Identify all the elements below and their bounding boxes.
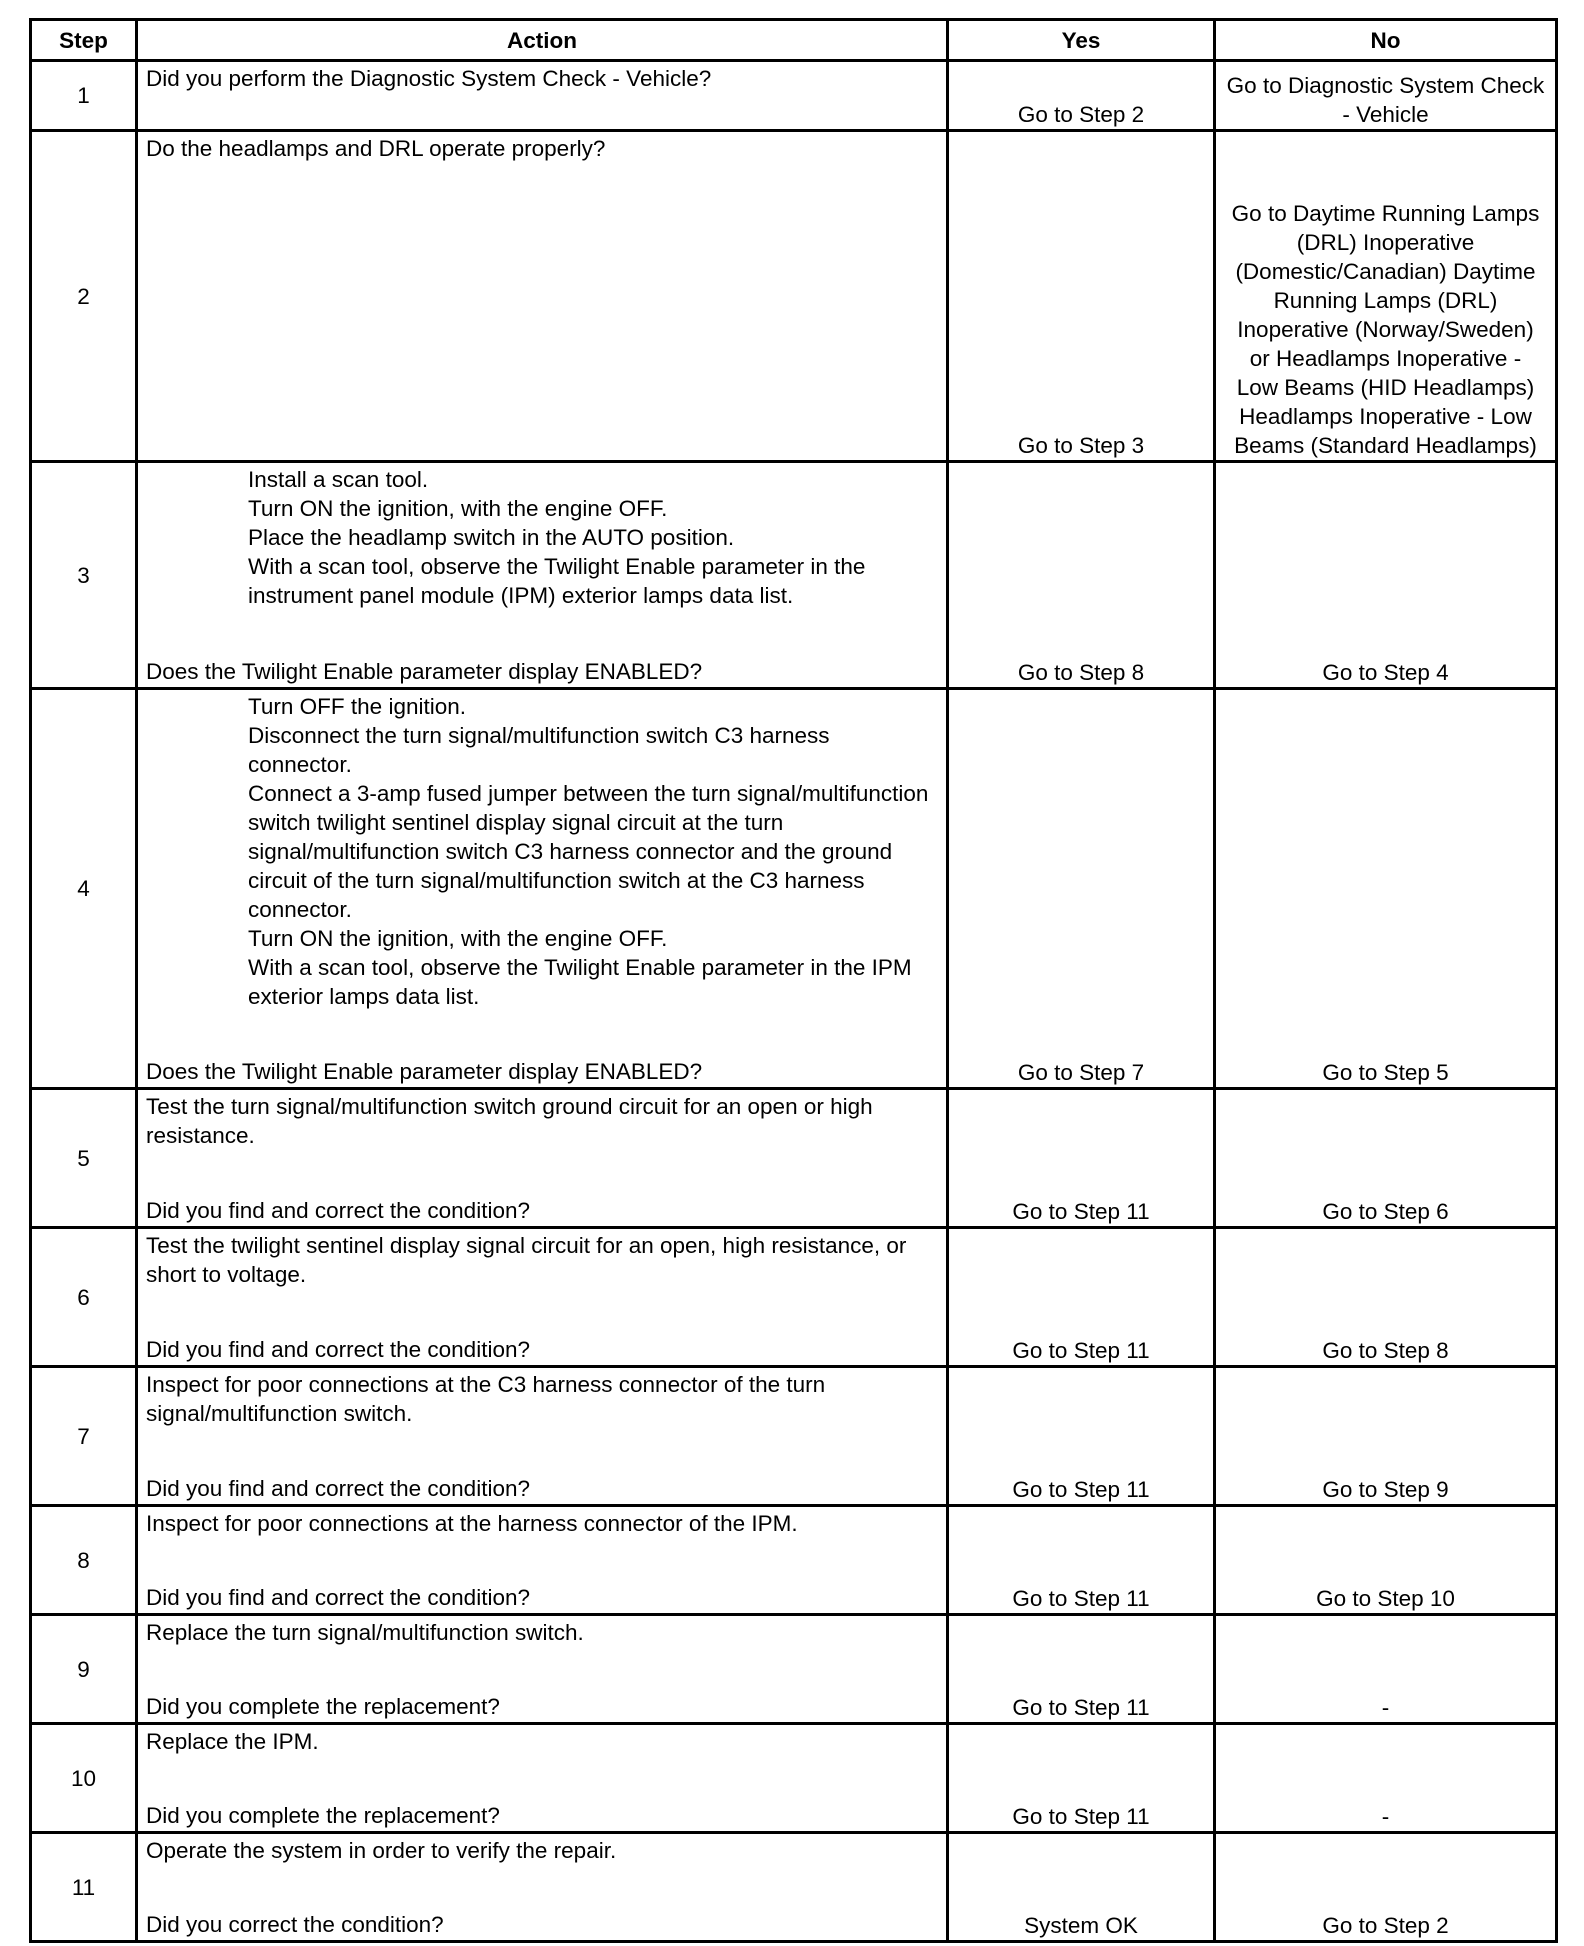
action-cell	[137, 131, 948, 462]
yes-result: Go to Step 11	[948, 1724, 1215, 1833]
action-cell	[137, 1833, 948, 1942]
action-substeps	[146, 465, 938, 610]
diagnostic-table	[29, 18, 1558, 1943]
action-instruction: Inspect for poor connections at the C3 harness connector of the turn signal/multifunction switch.	[146, 1372, 826, 1426]
action-question: Does the Twilight Enable parameter display ENABLED?	[146, 659, 703, 684]
yes-result: Go to Step 3	[948, 131, 1215, 462]
action-instruction: Replace the IPM.	[146, 1729, 319, 1754]
header-step: Step	[31, 20, 137, 61]
action-question: Did you correct the condition?	[146, 1912, 444, 1937]
table-row	[31, 131, 1557, 462]
action-substep: Turn ON the ignition, with the engine OFF.	[248, 926, 668, 951]
action-question: Did you find and correct the condition?	[146, 1476, 530, 1501]
action-cell	[137, 1615, 948, 1724]
action-substep: Install a scan tool.	[248, 467, 429, 492]
no-result: Go to Step 9	[1215, 1367, 1557, 1506]
header-no: No	[1215, 20, 1557, 61]
no-result: -	[1215, 1724, 1557, 1833]
diagnostic-table-page	[29, 18, 1555, 1943]
step-number: 10	[31, 1724, 137, 1833]
action-question: Did you find and correct the condition?	[146, 1585, 530, 1610]
header-row	[31, 20, 1557, 61]
table-row	[31, 1367, 1557, 1506]
no-result: Go to Step 10	[1215, 1506, 1557, 1615]
action-question: Did you complete the replacement?	[146, 1694, 500, 1719]
action-instruction: Inspect for poor connections at the harness connector of the IPM.	[146, 1511, 798, 1536]
yes-result: Go to Step 11	[948, 1506, 1215, 1615]
action-question: Did you find and correct the condition?	[146, 1337, 530, 1362]
no-result: Go to Step 8	[1215, 1228, 1557, 1367]
action-cell	[137, 1724, 948, 1833]
no-result: -	[1215, 1615, 1557, 1724]
table-row	[31, 1833, 1557, 1942]
action-instruction: Replace the turn signal/multifunction switch.	[146, 1620, 584, 1645]
yes-result: Go to Step 11	[948, 1367, 1215, 1506]
action-cell	[137, 1367, 948, 1506]
no-result: Go to Diagnostic System Check - Vehicle	[1215, 61, 1557, 131]
step-number: 4	[31, 689, 137, 1089]
action-instruction: Test the turn signal/multifunction switch ground circuit for an open or high resistance.	[146, 1094, 873, 1148]
action-substep: With a scan tool, observe the Twilight Enable parameter in the instrument panel module (IPM) exterior lamps data list.	[248, 554, 866, 608]
action-substep: Turn OFF the ignition.	[248, 694, 467, 719]
step-number: 6	[31, 1228, 137, 1367]
action-cell	[137, 1089, 948, 1228]
action-substep: Connect a 3-amp fused jumper between the turn signal/multifunction switch twilight sentinel display signal circuit at the turn signal/multifunction switch C3 harness connector and the ground circuit of the turn signal/multifunction switch at the C3 harness connector.	[248, 781, 929, 922]
no-result: Go to Step 6	[1215, 1089, 1557, 1228]
header-action: Action	[137, 20, 948, 61]
action-question: Does the Twilight Enable parameter display ENABLED?	[146, 1059, 703, 1084]
no-result: Go to Step 2	[1215, 1833, 1557, 1942]
yes-result: Go to Step 11	[948, 1615, 1215, 1724]
step-number: 11	[31, 1833, 137, 1942]
action-substep: Turn ON the ignition, with the engine OFF.	[248, 496, 668, 521]
action-instruction: Test the twilight sentinel display signal circuit for an open, high resistance, or short to voltage.	[146, 1233, 907, 1287]
table-row	[31, 1089, 1557, 1228]
step-number: 7	[31, 1367, 137, 1506]
action-question: Did you perform the Diagnostic System Check - Vehicle?	[146, 66, 712, 91]
yes-result: System OK	[948, 1833, 1215, 1942]
table-row	[31, 61, 1557, 131]
table-body	[31, 61, 1557, 1942]
header-yes: Yes	[948, 20, 1215, 61]
action-substeps	[146, 692, 938, 1011]
action-substep: Disconnect the turn signal/multifunction switch C3 harness connector.	[248, 723, 830, 777]
step-number: 3	[31, 462, 137, 689]
yes-result: Go to Step 11	[948, 1228, 1215, 1367]
step-number: 8	[31, 1506, 137, 1615]
step-number: 9	[31, 1615, 137, 1724]
yes-result: Go to Step 7	[948, 689, 1215, 1089]
action-substep: With a scan tool, observe the Twilight Enable parameter in the IPM exterior lamps data list.	[248, 955, 912, 1009]
yes-result: Go to Step 8	[948, 462, 1215, 689]
action-cell	[137, 689, 948, 1089]
step-number: 5	[31, 1089, 137, 1228]
yes-result: Go to Step 2	[948, 61, 1215, 131]
table-row	[31, 1506, 1557, 1615]
table-row	[31, 462, 1557, 689]
action-cell	[137, 462, 948, 689]
table-row	[31, 1724, 1557, 1833]
action-question: Did you complete the replacement?	[146, 1803, 500, 1828]
action-cell	[137, 1228, 948, 1367]
no-result: Go to Step 4	[1215, 462, 1557, 689]
action-substep: Place the headlamp switch in the AUTO position.	[248, 525, 735, 550]
table-row	[31, 1615, 1557, 1724]
action-instruction: Operate the system in order to verify the repair.	[146, 1838, 617, 1863]
table-row	[31, 689, 1557, 1089]
action-cell	[137, 61, 948, 131]
step-number: 1	[31, 61, 137, 131]
action-cell	[137, 1506, 948, 1615]
no-result: Go to Daytime Running Lamps (DRL) Inoperative (Domestic/Canadian) Daytime Running Lamps (DRL) Inoperative (Norway/Sweden) or Headlamps Inoperative - Low Beams (HID Headlamps) Headlamps Inoperative - Low Beams (Standard Headlamps)	[1215, 131, 1557, 462]
no-result: Go to Step 5	[1215, 689, 1557, 1089]
action-question: Do the headlamps and DRL operate properly?	[146, 136, 606, 161]
step-number: 2	[31, 131, 137, 462]
yes-result: Go to Step 11	[948, 1089, 1215, 1228]
action-question: Did you find and correct the condition?	[146, 1198, 530, 1223]
table-row	[31, 1228, 1557, 1367]
